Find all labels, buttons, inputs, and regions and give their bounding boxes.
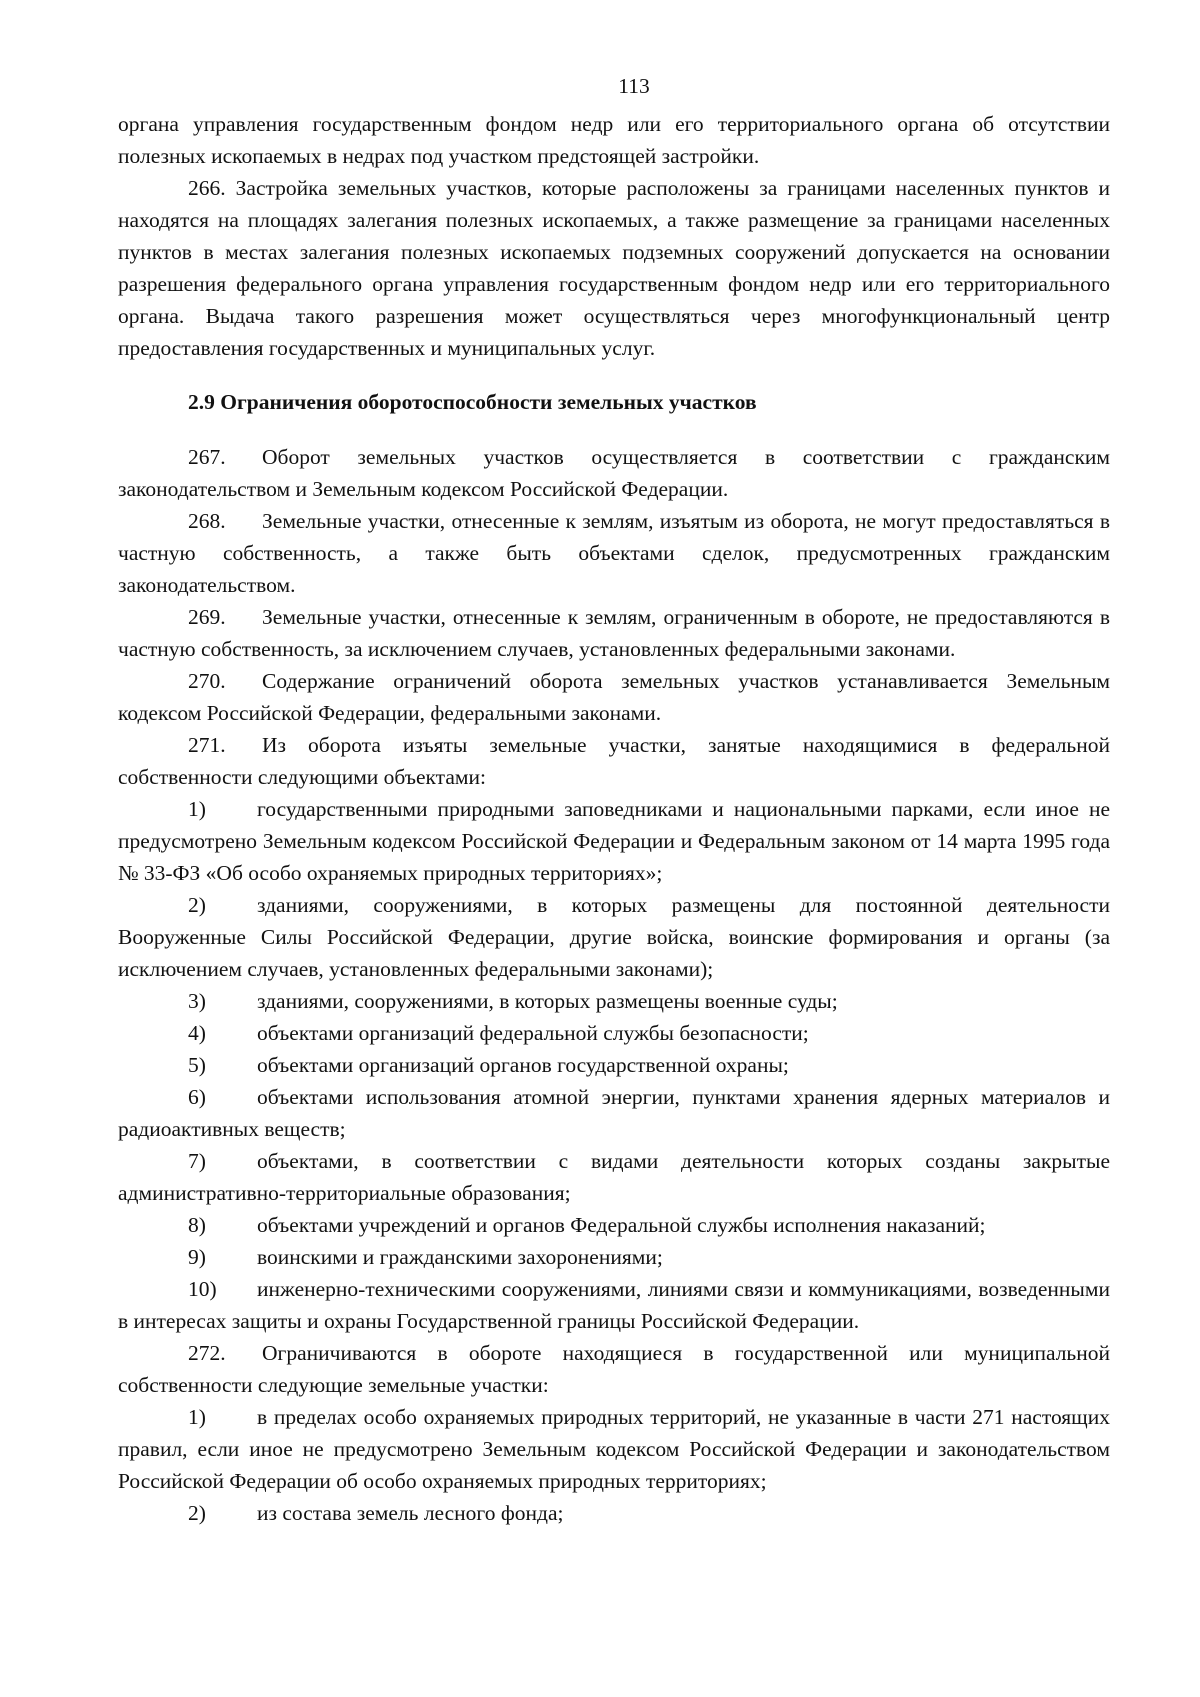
list-text: инженерно-техническими сооружениями, линиями связи и коммуникациями, возведенными в интересах защиты и охраны Государственной границы Российской Федерации. bbox=[118, 1277, 1110, 1333]
paragraph-text: Застройка земельных участков, которые расположены за границами населенных пунктов и находятся на площадях залегания полезных ископаемых, а также размещение за границами населенных пунктов в местах залегания полезных ископаемых подземных сооружений допускается на основании разрешения федерального органа управления государственным фондом недр или его территориального органа. Выдача такого разрешения может осуществляться через многофункциональный центр предоставления государственных и муниципальных услуг. bbox=[118, 176, 1111, 360]
page-number: 113 bbox=[618, 74, 650, 98]
paragraph-text: Земельные участки, отнесенные к землям, изъятым из оборота, не могут предоставляться в частную собственность, а также быть объектами сделок, предусмотренных гражданским законодательством. bbox=[118, 509, 1110, 597]
paragraph-number: 271. bbox=[188, 733, 226, 757]
paragraph-number: 267. bbox=[188, 445, 226, 469]
list-text: воинскими и гражданскими захоронениями; bbox=[257, 1245, 663, 1269]
list-number: 3) bbox=[188, 989, 206, 1013]
list-text: зданиями, сооружениями, в которых размещены для постоянной деятельности Вооруженные Силы Российской Федерации, другие войска, воинские формирования и органы (за исключением случаев, установленных федеральными законами); bbox=[118, 893, 1110, 981]
paragraph-text: Оборот земельных участков осуществляется в соответствии с гражданским законодательством и Земельным кодексом Российской Федерации. bbox=[118, 445, 1110, 501]
paragraph-270 bbox=[118, 665, 1110, 729]
paragraph-267 bbox=[118, 441, 1110, 505]
list-item-271-10 bbox=[118, 1273, 1110, 1337]
list-text: зданиями, сооружениями, в которых размещены военные суды; bbox=[257, 989, 838, 1013]
list-item-271-7 bbox=[118, 1145, 1110, 1209]
list-text: государственными природными заповедниками и национальными парками, если иное не предусмотрено Земельным кодексом Российской Федерации и Федеральным законом от 14 марта 1995 года № 33-ФЗ «Об особо охраняемых природных территориях»; bbox=[118, 797, 1110, 885]
list-number: 2) bbox=[188, 893, 206, 917]
paragraph-272 bbox=[118, 1337, 1110, 1401]
list-item-271-3 bbox=[118, 985, 1110, 1017]
list-number: 5) bbox=[188, 1053, 206, 1077]
list-item-271-1 bbox=[118, 793, 1110, 889]
list-text: объектами организаций федеральной службы безопасности; bbox=[257, 1021, 809, 1045]
list-number: 8) bbox=[188, 1213, 206, 1237]
list-item-272-1 bbox=[118, 1401, 1110, 1497]
list-text: объектами учреждений и органов Федеральной службы исполнения наказаний; bbox=[257, 1213, 986, 1237]
paragraph-number: 268. bbox=[188, 509, 226, 533]
paragraph-text: Ограничиваются в обороте находящиеся в государственной или муниципальной собственности следующие земельные участки: bbox=[118, 1341, 1110, 1397]
list-item-271-8 bbox=[118, 1209, 1110, 1241]
list-text: объектами организаций органов государственной охраны; bbox=[257, 1053, 789, 1077]
paragraph-266 bbox=[118, 172, 1110, 364]
paragraph-271 bbox=[118, 729, 1110, 793]
list-number: 10) bbox=[188, 1277, 217, 1301]
list-item-271-2 bbox=[118, 889, 1110, 985]
paragraph-number: 270. bbox=[188, 669, 226, 693]
list-number: 1) bbox=[188, 1405, 206, 1429]
paragraph-text: Земельные участки, отнесенные к землям, ограниченным в обороте, не предоставляются в частную собственность, за исключением случаев, установленных федеральными законами. bbox=[118, 605, 1110, 661]
list-item-271-6 bbox=[118, 1081, 1110, 1145]
list-text: объектами использования атомной энергии, пунктами хранения ядерных материалов и радиоактивных веществ; bbox=[118, 1085, 1110, 1141]
list-number: 9) bbox=[188, 1245, 206, 1269]
list-text: в пределах особо охраняемых природных территорий, не указанные в части 271 настоящих правил, если иное не предусмотрено Земельным кодексом Российской Федерации и законодательством Российской Федерации об особо охраняемых природных территориях; bbox=[118, 1405, 1110, 1493]
paragraph-268 bbox=[118, 505, 1110, 601]
paragraph-269 bbox=[118, 601, 1110, 665]
list-item-271-9 bbox=[118, 1241, 1110, 1273]
paragraph-number: 272. bbox=[188, 1341, 226, 1365]
list-item-272-2 bbox=[118, 1497, 1110, 1529]
list-text: из состава земель лесного фонда; bbox=[257, 1501, 564, 1525]
intro-paragraph: органа управления государственным фондом недр или его территориального органа об отсутствии полезных ископаемых в недрах под участком предстоящей застройки. bbox=[118, 112, 1110, 168]
paragraph-number: 266. bbox=[188, 176, 226, 200]
list-number: 2) bbox=[188, 1501, 206, 1525]
paragraph-text: Содержание ограничений оборота земельных участков устанавливается Земельным кодексом Российской Федерации, федеральными законами. bbox=[118, 669, 1110, 725]
list-number: 4) bbox=[188, 1021, 206, 1045]
paragraph-text: Из оборота изъяты земельные участки, занятые находящимися в федеральной собственности следующими объектами: bbox=[118, 733, 1110, 789]
section-heading: 2.9 Ограничения оборотоспособности земельных участков bbox=[188, 390, 757, 414]
list-item-271-5 bbox=[118, 1049, 1110, 1081]
list-number: 7) bbox=[188, 1149, 206, 1173]
list-number: 1) bbox=[188, 797, 206, 821]
list-text: объектами, в соответствии с видами деятельности которых созданы закрытые административно-территориальные образования; bbox=[118, 1149, 1110, 1205]
paragraph-number: 269. bbox=[188, 605, 226, 629]
list-item-271-4 bbox=[118, 1017, 1110, 1049]
list-number: 6) bbox=[188, 1085, 206, 1109]
